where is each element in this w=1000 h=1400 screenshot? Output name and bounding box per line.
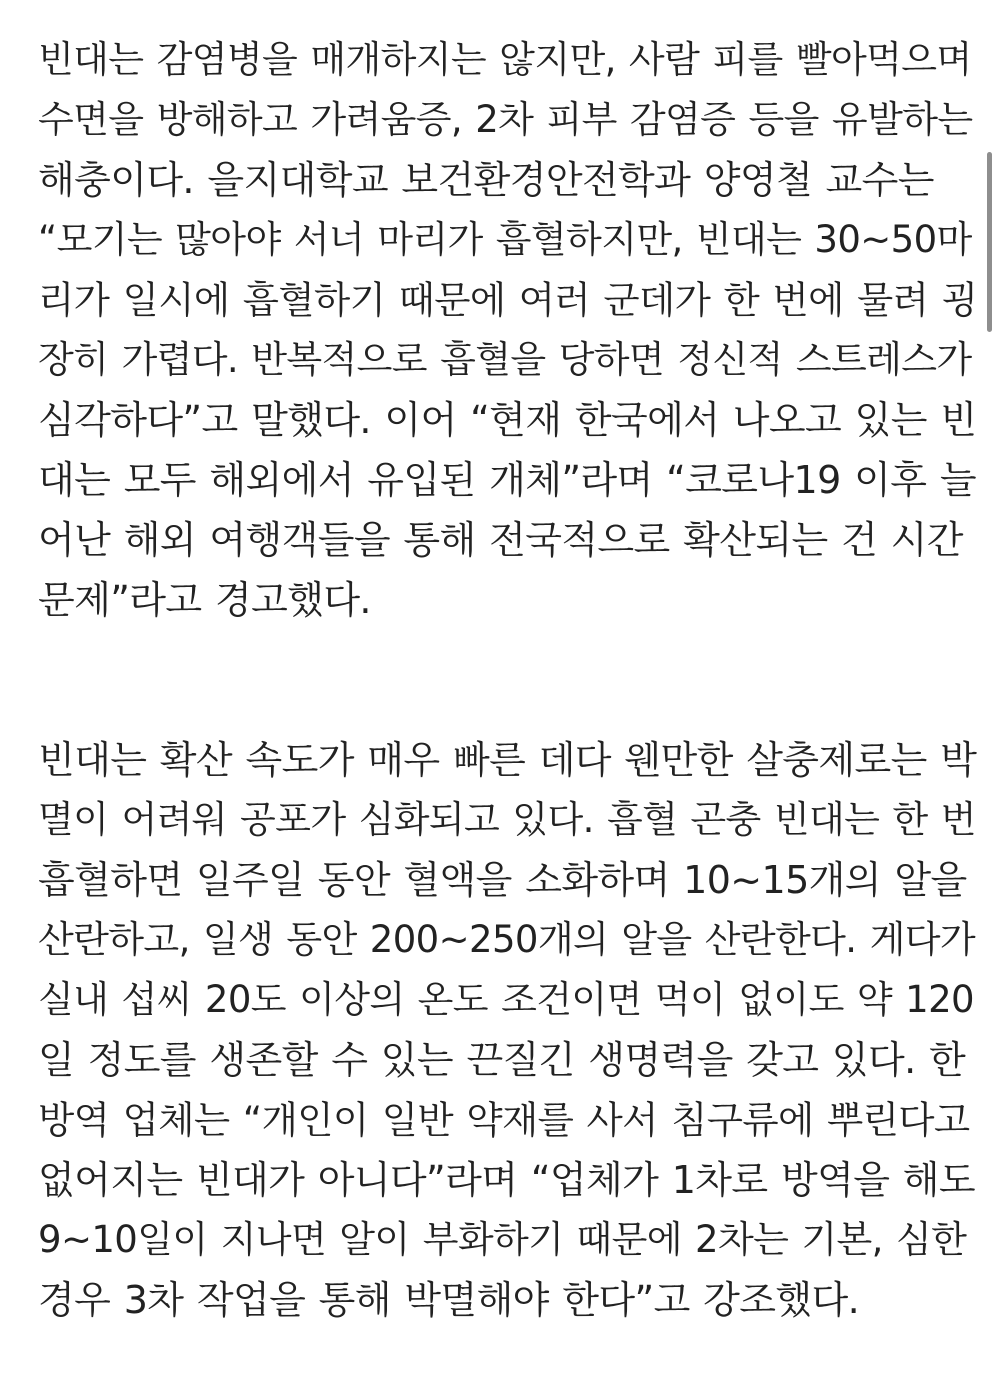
paragraph-spacer xyxy=(38,630,978,730)
text-line: 멸이 어려워 공포가 심화되고 있다. 흡혈 곤충 빈대는 한 번 xyxy=(38,798,976,841)
text-line: 빈대는 확산 속도가 매우 빠른 데다 웬만한 살충제로는 박 xyxy=(38,738,977,782)
text-line: 방역 업체는 “개인이 일반 약재를 사서 침구류에 뿌린다고 xyxy=(38,1098,970,1142)
text-line: “모기는 많아야 서너 마리가 흡혈하지만, 빈대는 30~50마 xyxy=(38,218,972,261)
text-line: 실내 섭씨 20도 이상의 온도 조건이면 먹이 없이도 약 120 xyxy=(38,978,974,1021)
text-line: 어난 해외 여행객들을 통해 전국적으로 확산되는 건 시간 xyxy=(38,518,963,562)
article-body xyxy=(38,30,978,1330)
text-line: 흡혈하면 일주일 동안 혈액을 소화하며 10~15개의 알을 xyxy=(38,858,967,902)
text-line: 산란하고, 일생 동안 200~250개의 알을 산란한다. 게다가 xyxy=(38,918,976,961)
text-line: 대는 모두 해외에서 유입된 개체”라며 “코로나19 이후 늘 xyxy=(38,458,976,502)
text-line: 경우 3차 작업을 통해 박멸해야 한다”고 강조했다. xyxy=(38,1278,860,1322)
text-line: 문제”라고 경고했다. xyxy=(38,578,371,622)
text-line: 없어지는 빈대가 아니다”라며 “업체가 1차로 방역을 해도 xyxy=(38,1158,976,1202)
text-line: 리가 일시에 흡혈하기 때문에 여러 군데가 한 번에 물려 굉 xyxy=(38,278,978,322)
text-line: 빈대는 감염병을 매개하지는 않지만, 사람 피를 빨아먹으며 xyxy=(38,38,972,81)
text-line: 일 정도를 생존할 수 있는 끈질긴 생명력을 갖고 있다. 한 xyxy=(38,1038,966,1082)
vertical-scrollbar[interactable] xyxy=(987,152,992,332)
text-line: 심각하다”고 말했다. 이어 “현재 한국에서 나오고 있는 빈 xyxy=(38,398,977,442)
text-line: 9~10일이 지나면 알이 부화하기 때문에 2차는 기본, 심한 xyxy=(38,1218,967,1261)
text-line: 수면을 방해하고 가려움증, 2차 피부 감염증 등을 유발하는 xyxy=(38,98,973,141)
text-line: 장히 가렵다. 반복적으로 흡혈을 당하면 정신적 스트레스가 xyxy=(38,338,972,381)
paragraph-2 xyxy=(38,730,978,1330)
paragraph-1 xyxy=(38,30,978,630)
text-line: 해충이다. 을지대학교 보건환경안전학과 양영철 교수는 xyxy=(38,158,934,202)
